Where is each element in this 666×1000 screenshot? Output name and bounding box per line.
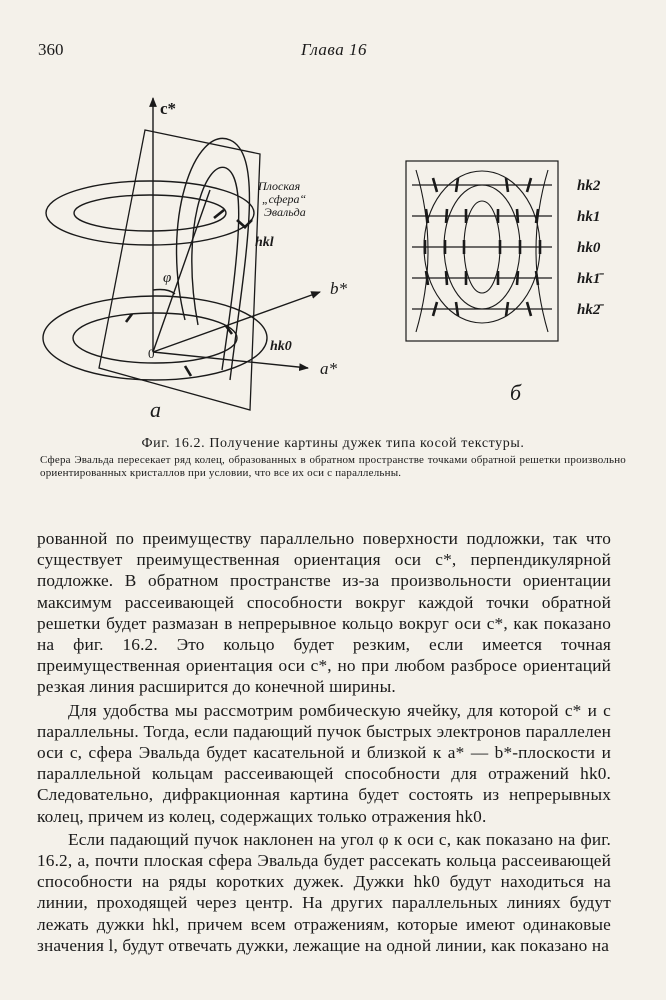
figure-16-2	[0, 70, 666, 440]
tilted-ring-outer	[177, 138, 250, 380]
axis-b-star	[153, 292, 320, 352]
label-phi: φ	[163, 270, 172, 286]
label-a-star: a*	[320, 359, 337, 378]
label-plane-1: Плоская	[258, 179, 301, 193]
axis-a-star	[153, 352, 308, 368]
lower-ring-outer	[43, 296, 267, 380]
row-label-hk0: hk0	[577, 240, 601, 256]
tilted-axis	[153, 190, 210, 352]
caption-text: Сфера Эвальда пересекает ряд колец, образованных в обратном пространстве точками обратной решетки произвольно ориентированных кристаллов при условии, что все их оси с параллельны.	[40, 454, 626, 479]
label-hk0-a: hk0	[270, 339, 292, 354]
label-plane-2: „сфера“	[262, 192, 307, 206]
row-label-hk2-bar: hk2̄	[577, 302, 601, 318]
lower-ring-inner	[73, 313, 237, 363]
label-origin: 0	[148, 346, 155, 361]
panel-b-letter: б	[510, 380, 522, 405]
ring-4-right	[536, 170, 548, 332]
figure-caption	[40, 436, 626, 480]
row-label-hk1-bar: hk1̄	[577, 271, 601, 287]
upper-ring-outer	[46, 181, 254, 245]
tilted-ring-inner	[192, 167, 239, 370]
phi-arc	[153, 290, 175, 295]
label-b-star: b*	[330, 279, 347, 298]
panel-a-letter: a	[150, 397, 161, 422]
running-title: Глава 16	[301, 40, 367, 59]
page-number: 360	[38, 40, 64, 59]
figure-drawing	[0, 70, 666, 440]
layer-lines	[412, 185, 552, 309]
paragraph: Для удобства мы рассмотрим ромбическую ячейку, для которой c* и c параллельны. Тогда, если падающий пучок быстрых электронов параллелен оси c, сфера Эвальда будет касательной и близкой к a* — b*-плоскости и параллельной кольцам рассеивающей способности для отражений hk0. Следовательно, дифракционная картина будет состоять из непрерывных колец, причем из колец, содержащих только отражения hk0.	[37, 700, 611, 826]
paragraph: рованной по преимуществу параллельно поверхности подложки, так что существует преимущественная ориентация оси c*, перпендикулярной подложке. В обратном пространстве из-за произвольности ориентации максимум рассеивающей способности вокруг каждой точки обратной решетки будет размазан в непрерывное кольцо вокруг оси c*, как показано на фиг. 16.2. Это кольцо будет резким, если имеется точная преимущественная ориентация оси c*, но при любом разбросе ориентаций резкая линия расширится до конечной ширины.	[37, 529, 611, 697]
caption-title: Фиг. 16.2. Получение картины дужек типа косой текстуры.	[141, 436, 525, 451]
page-header	[38, 40, 630, 64]
label-plane-3: Эвальда	[264, 205, 306, 219]
label-c-star: c*	[160, 99, 177, 118]
row-label-hk1: hk1	[577, 209, 601, 225]
ewald-plane	[99, 130, 260, 410]
diffraction-frame	[406, 161, 558, 341]
upper-ring-inner	[74, 195, 226, 231]
paragraph: Если падающий пучок наклонен на угол φ к оси c, как показано на фиг. 16.2, a, почти плоская сфера Эвальда будет рассекать кольца рассеивающей способности на ряды коротких дужек. Дужки hk0 будут находиться на линии, проходящей через центр. На других параллельных линиях будут лежать дужки hkl, причем всем отражениям, которые имеют одинаковые значения l, будут отвечать дужки, лежащие на одной линии, как показано на	[37, 829, 611, 955]
label-hkl: hkl	[255, 235, 274, 250]
body-text	[37, 528, 611, 956]
row-label-hk2: hk2	[577, 178, 601, 194]
panel-b-drawing	[406, 161, 558, 341]
panel-a-drawing	[43, 98, 320, 410]
